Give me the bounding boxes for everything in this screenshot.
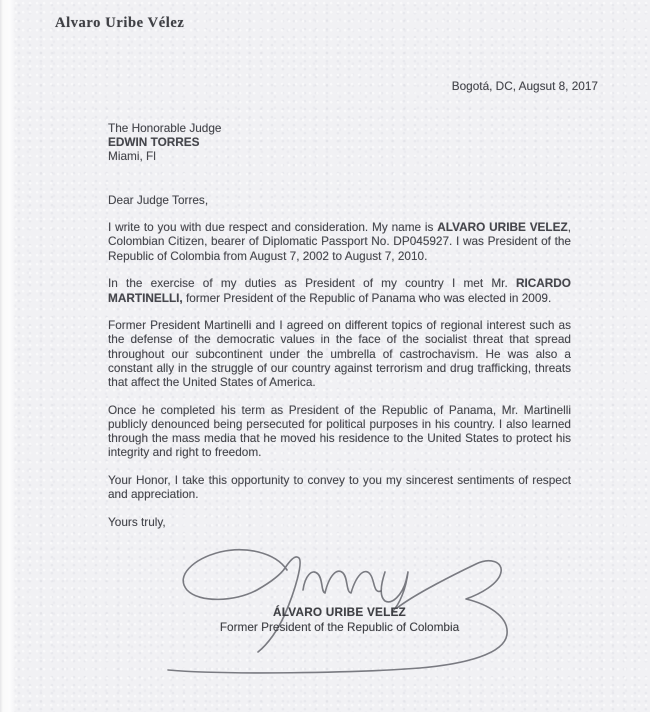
recipient-line-honorific: The Honorable Judge — [108, 121, 222, 135]
letter-body — [108, 121, 571, 529]
letter-paragraph-2: In the exercise of my duties as President of my country I met Mr. RICARDO MARTINELLI, former President of the Republic of Panama who was elected in 2009. — [108, 276, 571, 305]
scan-left-edge — [0, 0, 16, 712]
salutation: Dear Judge Torres, — [108, 193, 209, 207]
letter-paragraph-4: Once he completed his term as President of the Republic of Panama, Mr. Martinelli publicly denounced being persecuted for political purposes in his country. I also learned through the mass media that he moved his residence to the United States to protect his integrity and right to freedom. — [108, 402, 571, 460]
letter-paragraph-1: I write to you with due respect and consideration. My name is ALVARO URIBE VELEZ, Colombian Citizen, bearer of Diplomatic Passport No. DP045927. I was President of the Republic of Colombia from August 7, 2002 to August 7, 2010. — [108, 220, 571, 263]
signature-name: ÁLVARO URIBE VELEZ — [273, 605, 406, 619]
closing-valediction: Yours truly, — [108, 514, 166, 529]
letter-paragraph-5: Your Honor, I take this opportunity to convey to you my sincerest sentiments of respect and appreciation. — [108, 473, 571, 502]
letter-date: Bogotá, DC, Augsut 8, 2017 — [451, 79, 598, 93]
signature-block — [108, 605, 571, 635]
signature-title: Former President of the Republic of Colombia — [219, 620, 460, 634]
recipient-line-name: EDWIN TORRES — [108, 135, 200, 149]
recipient-block — [108, 121, 571, 163]
letter-paragraph-3: Former President Martinelli and I agreed on different topics of regional interest such as the defense of the democratic values in the face of the socialist threat that spread throughout our subcontinent under the umbrella of castrochavism. He was also a constant ally in the struggle of our country against terrorism and drug trafficking, threats that affect the United States of America. — [108, 318, 571, 390]
recipient-line-city: Miami, Fl — [108, 149, 156, 163]
letterhead-name: Alvaro Uribe Vélez — [55, 15, 185, 31]
